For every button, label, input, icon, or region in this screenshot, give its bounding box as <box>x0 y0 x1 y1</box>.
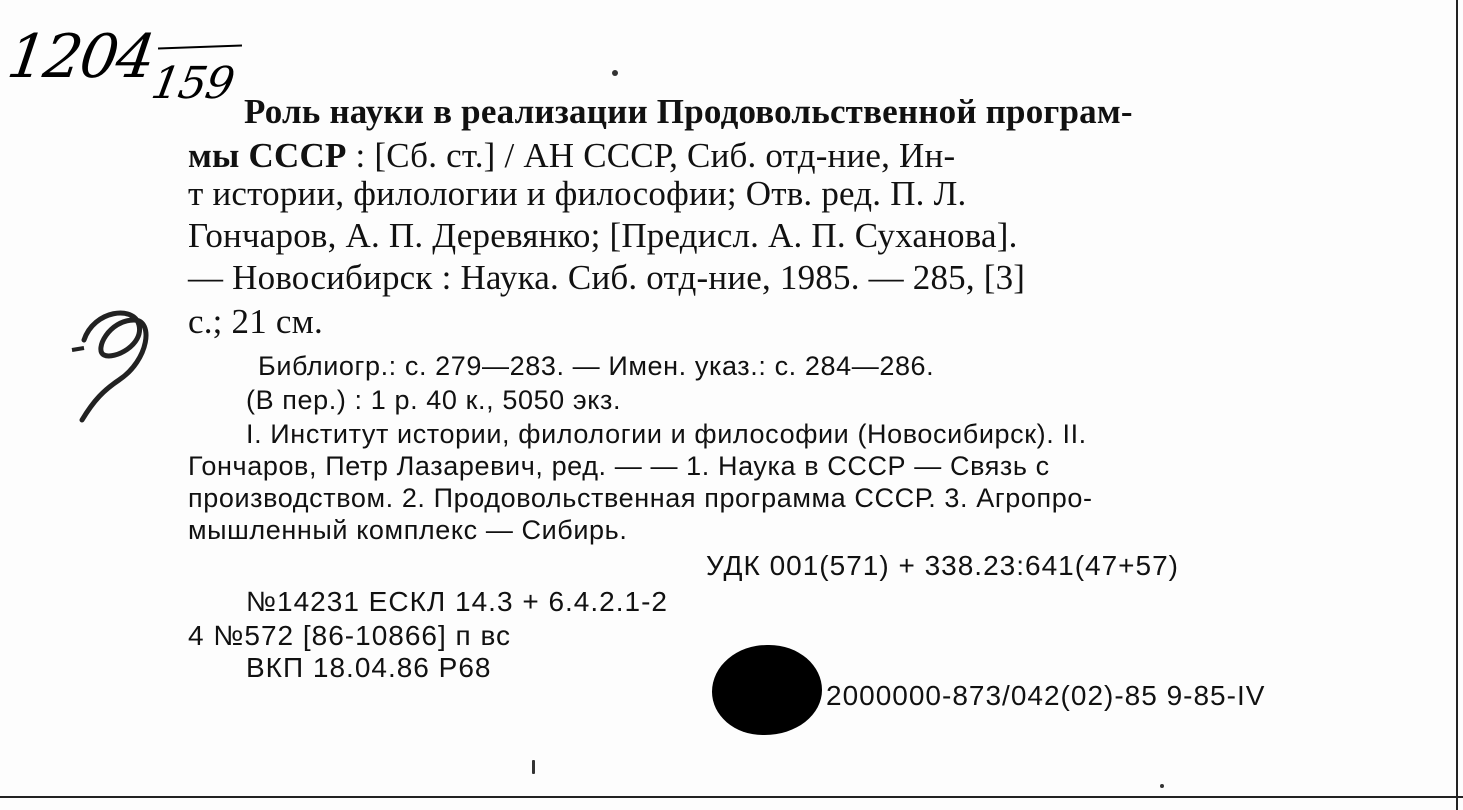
entry-title-end: мы СССР <box>188 136 347 175</box>
entry-line-5: — Новосибирск : Наука. Сиб. отд-ние, 1985. — 285, [3] <box>188 258 1026 297</box>
speck <box>1160 784 1164 788</box>
handwritten-call-number: 1204 <box>3 22 158 92</box>
price-note: (В пер.) : 1 р. 40 к., 5050 экз. <box>246 385 622 415</box>
bibliography-note: Библиогр.: с. 279—283. — Имен. указ.: с. 284—286. <box>258 351 935 381</box>
handwritten-mark-icon <box>64 300 174 430</box>
ink-stamp <box>712 645 822 735</box>
handwritten-underline <box>158 45 242 50</box>
entry-line-2-rest: : [Сб. ст.] / АН СССР, Сиб. отд-ние, Ин- <box>346 136 956 175</box>
entry-line-6: с.; 21 см. <box>188 302 323 341</box>
entry-title: Роль науки в реализации Продовольственной програм- <box>244 92 1133 131</box>
card-bottom-border <box>0 796 1463 798</box>
order-code: 4 №572 [86-10866] п вс <box>188 620 512 651</box>
entry-line-4: Гончаров, А. П. Деревянко; [Предисл. А. П. Суханова]. <box>188 216 1018 255</box>
subjects-line-1: I. Институт истории, филологии и философии (Новосибирск). II. <box>246 419 1087 449</box>
esk-code: №14231 ЕСКЛ 14.3 + 6.4.2.1-2 <box>246 586 668 617</box>
subjects-line-4: мышленный комплекс — Сибирь. <box>188 515 628 545</box>
speck <box>532 760 535 774</box>
isbn-code: 2000000-873/042(02)-85 9-85-IV <box>826 680 1266 711</box>
speck <box>612 70 618 76</box>
handwritten-subnumber: 159 <box>147 58 238 109</box>
entry-title-line-1 <box>244 92 1133 132</box>
entry-line-3: т истории, филологии и философии; Отв. ред. П. Л. <box>188 174 967 213</box>
vkp-code: ВКП 18.04.86 Р68 <box>246 652 492 683</box>
subjects-line-3: производством. 2. Продовольственная программа СССР. 3. Агропро- <box>188 483 1093 513</box>
udk-code: УДК 001(571) + 338.23:641(47+57) <box>706 550 1179 581</box>
card-right-border <box>1456 0 1458 810</box>
entry-line-2 <box>188 136 955 176</box>
subjects-line-2: Гончаров, Петр Лазаревич, ред. — — 1. Наука в СССР — Связь с <box>188 451 1050 481</box>
